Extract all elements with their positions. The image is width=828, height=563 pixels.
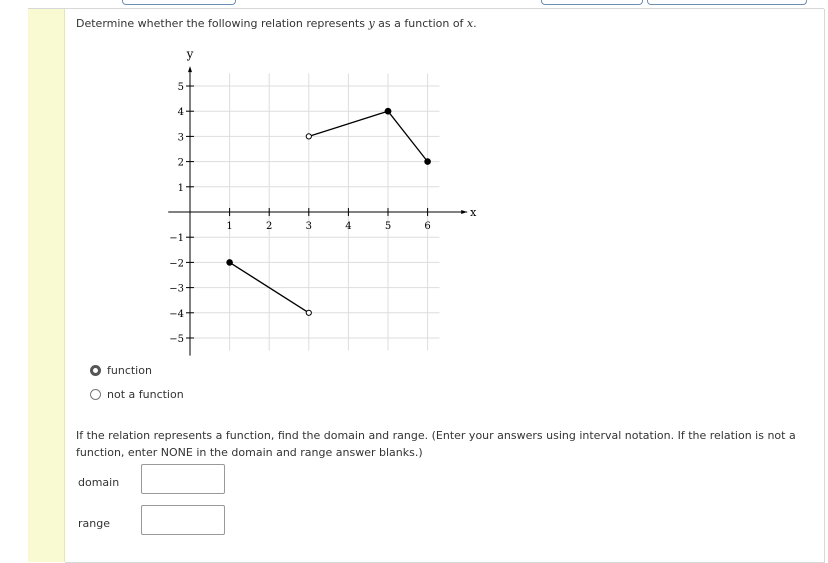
closed-endpoint [385,108,391,114]
x-tick-label: 3 [305,221,312,232]
x-tick-label: 1 [226,221,233,232]
y-axis-label: y [186,47,194,62]
top-button-right[interactable] [647,0,807,5]
domain-range-instructions: If the relation represents a function, find the domain and range. (Enter your answers using interval notation. If the relation is not a function, enter NONE in the domain and range answer blanks.) [76,429,796,459]
open-endpoint [306,134,311,139]
closed-endpoint [425,159,431,165]
y-tick-label: 1 [177,182,184,194]
not-a-function-radio[interactable] [90,389,101,400]
y-tick-label: −2 [169,258,184,270]
range-label: range [78,517,110,530]
open-endpoint [306,310,311,315]
y-tick-label: 4 [177,107,184,119]
range-input[interactable] [141,505,225,535]
y-tick-label: −1 [169,233,184,245]
x-tick-label: 5 [384,221,392,232]
x-axis-label: x [470,206,477,219]
x-tick-label: 6 [424,221,431,232]
option-not-a-function[interactable] [90,388,184,401]
variable-x: x [466,17,474,30]
option-function-label: function [107,364,152,377]
y-tick-label: 5 [177,82,184,93]
top-button-left[interactable] [122,0,236,5]
variable-y: y [368,17,375,30]
question-side-strip [28,9,65,562]
y-tick-label: 2 [177,157,184,169]
x-axis-arrow [461,210,467,214]
option-function[interactable] [90,364,152,377]
question-text: Determine whether the following relation represents y as a function of x. [76,17,477,30]
top-button-middle[interactable] [541,0,643,5]
y-tick-label: −4 [169,308,184,320]
x-tick-label: 4 [345,221,352,232]
domain-label: domain [78,476,120,489]
domain-input[interactable] [141,464,225,494]
x-tick-label: 2 [266,221,273,232]
y-tick-label: −5 [169,334,184,345]
y-axis-arrow [188,66,192,72]
y-tick-label: 3 [177,132,184,144]
y-tick-label: −3 [169,283,184,295]
function-radio[interactable] [90,365,101,376]
closed-endpoint [227,260,233,266]
relation-graph [160,40,480,360]
option-not-a-function-label: not a function [107,388,184,401]
